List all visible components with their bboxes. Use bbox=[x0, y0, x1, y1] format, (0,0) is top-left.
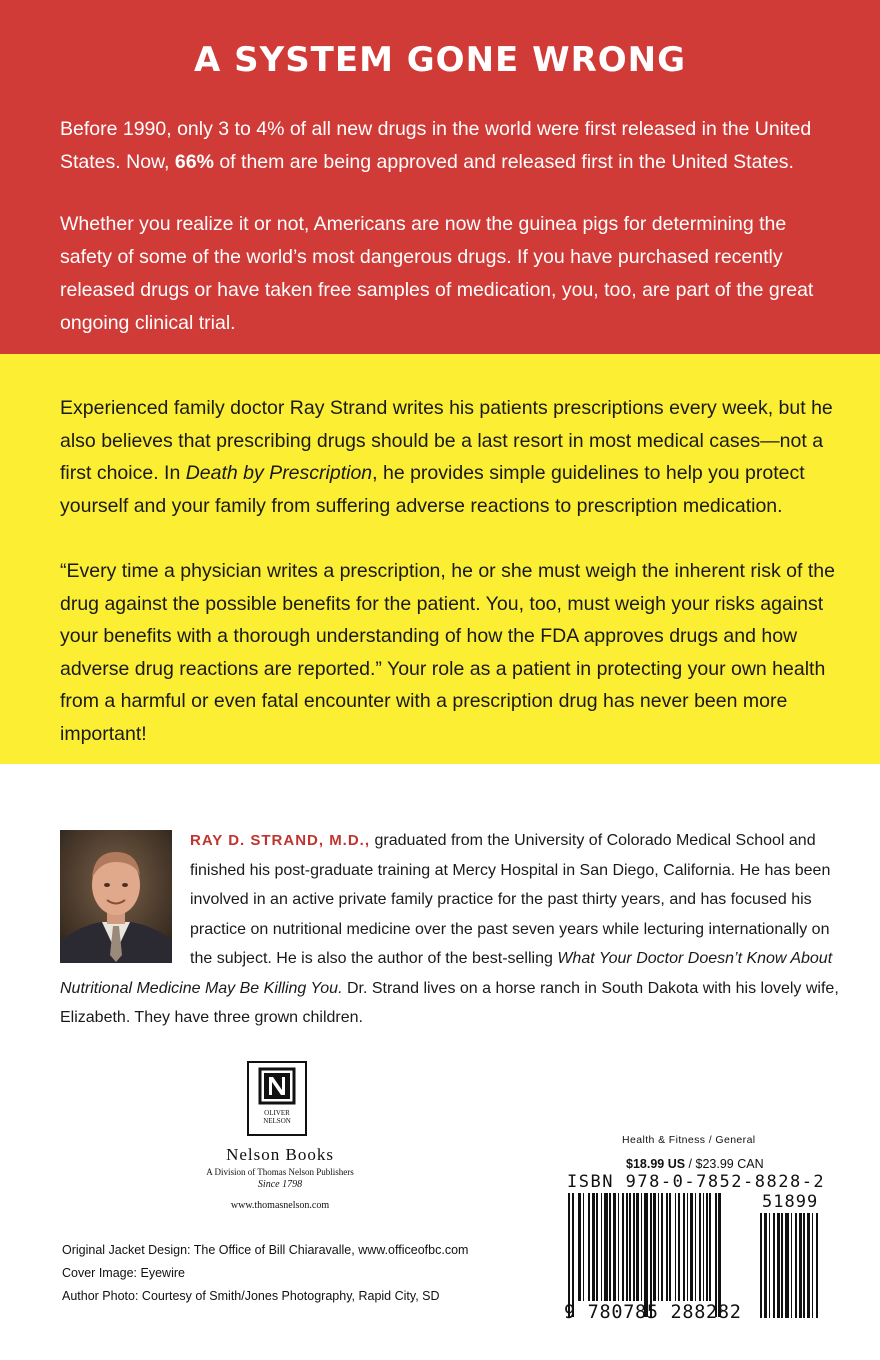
publisher-logo bbox=[247, 1061, 307, 1136]
barcode-supplement bbox=[760, 1213, 832, 1318]
barcode-bar bbox=[718, 1193, 721, 1317]
barcode-bar bbox=[618, 1193, 619, 1301]
barcode-bar bbox=[781, 1213, 783, 1318]
quote-paragraph: “Every time a physician writes a prescription, he or she must weigh the inherent risk of the drug against the possible benefits for the patient. You, too, must weigh your risks against your benefits with a thorough understanding of how the FDA approves drugs and how adverse drug reactions are reported.” Your role as a patient in protecting your own health from a harmful or even fatal encounter with a prescription drug has never been more important! bbox=[60, 560, 835, 745]
barcode-bar bbox=[669, 1193, 671, 1301]
credits bbox=[62, 1239, 468, 1308]
book-description-paragraph: Experienced family doctor Ray Strand writes his patients prescriptions every week, but he also believes that prescribing drugs should be a last resort in most medical cases—not a first choice. In Death by Prescription, he provides simple guidelines to help you protect yourself and your family from suffering adverse reactions to prescription medication. bbox=[60, 397, 833, 517]
barcode-digits: 9 780785 288282 bbox=[564, 1302, 742, 1323]
author-name: RAY D. STRAND, M.D., bbox=[190, 832, 371, 849]
barcode-bar bbox=[699, 1193, 701, 1301]
barcode-bar bbox=[760, 1213, 762, 1318]
credit-line: Author Photo: Courtesy of Smith/Jones Photography, Rapid City, SD bbox=[62, 1289, 440, 1303]
publisher-info bbox=[180, 1145, 380, 1211]
barcode-bar bbox=[588, 1193, 590, 1301]
publisher-since: Since 1798 bbox=[257, 1179, 303, 1190]
barcode-bar bbox=[715, 1193, 717, 1317]
barcode-bar bbox=[807, 1213, 810, 1318]
section-heading: A SYSTEM GONE WRONG bbox=[193, 40, 687, 80]
publisher-division: A Division of Thomas Nelson Publishers bbox=[206, 1167, 354, 1177]
price-label: $18.99 US / $23.99 CAN bbox=[626, 1157, 764, 1171]
book-title: Death by Prescription bbox=[185, 462, 373, 484]
barcode-bar bbox=[709, 1193, 711, 1301]
credit-line: Cover Image: Eyewire bbox=[62, 1266, 185, 1280]
barcode-bar bbox=[769, 1213, 770, 1318]
svg-text:OLIVER: OLIVER bbox=[264, 1109, 290, 1117]
barcode-bar bbox=[661, 1193, 663, 1301]
supplement-code: 51899 bbox=[762, 1192, 819, 1212]
barcode-bar bbox=[703, 1193, 704, 1301]
barcode-bar bbox=[816, 1213, 818, 1318]
credit-line: Original Jacket Design: The Office of Bill Chiaravalle, www.officeofbc.com bbox=[62, 1243, 469, 1257]
barcode-bar bbox=[675, 1193, 676, 1301]
barcode-bar bbox=[604, 1193, 608, 1301]
barcode-bar bbox=[609, 1193, 611, 1301]
barcode-bar bbox=[785, 1213, 789, 1318]
barcode-bar bbox=[622, 1193, 624, 1301]
previous-book-title: What Your Doctor Doesn’t Know About Nutritional Medicine May Be Killing You. bbox=[60, 950, 833, 997]
barcode-bar bbox=[629, 1193, 631, 1301]
barcode-bar bbox=[706, 1193, 708, 1301]
barcode-bar bbox=[764, 1213, 767, 1318]
barcode-bar bbox=[799, 1213, 802, 1318]
barcode-bar bbox=[695, 1193, 696, 1301]
author-bio: RAY D. STRAND, M.D., graduated from the University of Colorado Medical School and finished his post-graduate training at Mercy Hospital in San Diego, California. He has been involved in an active private family practice for the past thirty years, and has focused his practice on nutritional medicine over the past seven years while lecturing internationally on the subject. He is also the author of the best-selling What Your Doctor Doesn’t Know About Nutritional Medicine May Be Killing You. Dr. Strand lives on a horse ranch in South Dakota with his lovely wife, Elizabeth. They have three grown children. bbox=[60, 832, 839, 1026]
barcode-bar bbox=[583, 1193, 584, 1301]
barcode-bar bbox=[666, 1193, 668, 1301]
barcode-bar bbox=[568, 1193, 570, 1317]
barcode-bar bbox=[687, 1193, 688, 1301]
barcode-bar bbox=[572, 1193, 574, 1317]
yellow-panel bbox=[0, 354, 880, 764]
barcode-bar bbox=[626, 1193, 628, 1301]
barcode-bar bbox=[795, 1213, 797, 1318]
barcode-bar bbox=[601, 1193, 602, 1301]
barcode-bar bbox=[690, 1193, 693, 1301]
publisher-name: Nelson Books bbox=[226, 1145, 334, 1164]
barcode-bar bbox=[683, 1193, 685, 1301]
barcode-bar bbox=[613, 1193, 616, 1301]
barcode-bar bbox=[633, 1193, 635, 1301]
barcode-bar bbox=[636, 1193, 639, 1301]
barcode-bar bbox=[641, 1193, 642, 1301]
barcode-bar bbox=[644, 1193, 648, 1317]
statistics-paragraph: Before 1990, only 3 to 4% of all new drugs in the world were first released in the United States. Now, 66% of them are being approved and released first in the United States. bbox=[60, 118, 812, 173]
svg-text:NELSON: NELSON bbox=[263, 1117, 291, 1125]
barcode-bar bbox=[650, 1193, 652, 1317]
barcode-bar bbox=[678, 1193, 680, 1301]
barcode-bar bbox=[803, 1213, 805, 1318]
isbn-label: ISBN 978-0-7852-8828-2 bbox=[567, 1172, 826, 1192]
barcode-bar bbox=[596, 1193, 598, 1301]
barcode-bar bbox=[578, 1193, 581, 1301]
barcode-bar bbox=[791, 1213, 792, 1318]
guinea-pig-paragraph: Whether you realize it or not, Americans are now the guinea pigs for determining the safety of some of the world’s most dangerous drugs. If you have purchased recently released drugs or have taken free samples of medication, you, too, are part of the great ongoing clinical trial. bbox=[60, 213, 814, 334]
barcode-bar bbox=[777, 1213, 780, 1318]
barcode-bar bbox=[592, 1193, 595, 1301]
publisher-url: www.thomasnelson.com bbox=[230, 1200, 330, 1211]
red-panel bbox=[0, 0, 880, 354]
highlight-percentage: 66% bbox=[174, 151, 214, 173]
barcode-bar bbox=[812, 1213, 813, 1318]
barcode-bar bbox=[658, 1193, 659, 1301]
barcode-bar bbox=[773, 1213, 775, 1318]
category-label: Health & Fitness / General bbox=[622, 1134, 756, 1146]
barcode-bar bbox=[653, 1193, 656, 1301]
